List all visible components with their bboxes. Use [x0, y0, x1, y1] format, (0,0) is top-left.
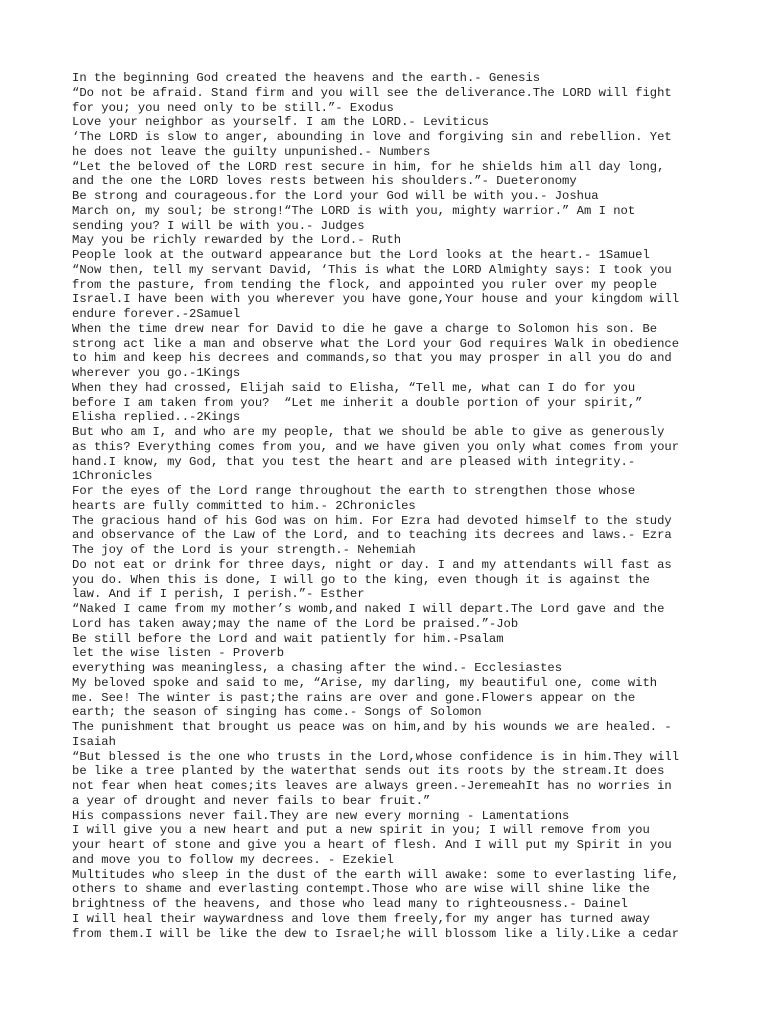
text-line: When the time drew near for David to die he gave a charge to Solomon his son. Be — [72, 321, 658, 336]
text-line: Isaiah — [72, 734, 116, 749]
text-line: 1Chronicles — [72, 469, 153, 484]
text-line: hearts are fully committed to him.- 2Chronicles — [72, 498, 416, 513]
text-line: I will give you a new heart and put a new spirit in you; I will remove from you — [72, 823, 650, 838]
text-line: Lord has taken away;may the name of the Lord be praised.”-Job — [72, 616, 519, 631]
text-line: and the one the LORD loves rests between his shoulders.”- Dueteronomy — [72, 174, 577, 189]
document-page — [72, 71, 712, 941]
text-line: ‘The LORD is slow to anger, abounding in love and forgiving sin and rebellion. Yet — [72, 130, 672, 144]
text-line: for you; you need only to be still.”- Exodus — [72, 100, 394, 115]
text-line: “Let the beloved of the LORD rest secure in him, for he shields him all day long, — [72, 159, 665, 174]
text-line: Elisha replied..-2Kings — [72, 410, 241, 425]
text-line: from the pasture, from tending the flock, and appointed you ruler over my people — [72, 277, 658, 292]
text-line: Israel.I have been with you wherever you have gone,Your house and your kingdom will — [72, 292, 680, 307]
text-line: For the eyes of the Lord range throughout the earth to strengthen those whose — [72, 484, 636, 498]
text-line: hand.I know, my God, that you test the heart and are pleased with integrity.- — [72, 454, 636, 469]
text-line: Be still before the Lord and wait patiently for him.-Psalam — [72, 631, 504, 646]
text-line: May you be richly rewarded by the Lord.- Ruth — [72, 233, 402, 248]
text-line: and move you to follow my decrees. - Ezekiel — [72, 852, 394, 867]
text-line: from them.I will be like the dew to Israel;he will blossom like a lily.Like a cedar — [72, 926, 680, 941]
text-line: “Naked I came from my mother’s womb,and naked I will depart.The Lord gave and the — [72, 602, 665, 616]
text-line: and observance of the Law of the Lord, and to teaching its decrees and laws.- Ezra — [72, 528, 672, 543]
text-line: But who am I, and who are my people, that we should be able to give as generously — [72, 425, 665, 439]
text-line: not fear when heat comes;its leaves are always green.-JeremeahIt has no worries in — [72, 779, 672, 793]
text-line: you do. When this is done, I will go to the king, even though it is against the — [72, 572, 650, 587]
text-line: strong act like a man and observe what the Lord your God requires Walk in obedience — [72, 336, 680, 351]
text-line: Do not eat or drink for three days, night or day. I and my attendants will fast as — [72, 557, 672, 572]
text-line: sending you? I will be with you.- Judges — [72, 218, 365, 233]
text-line: brightness of the heavens, and those who lead many to righteousness.- Dainel — [72, 897, 628, 911]
text-line: be like a tree planted by the waterthat sends out its roots by the stream.It does — [72, 764, 665, 779]
text-line: March on, my soul; be strong!“The LORD is with you, mighty warrior.” Am I not — [72, 203, 636, 218]
text-line: to him and keep his decrees and commands,so that you may prosper in all you do and — [72, 351, 672, 366]
text-line: Love your neighbor as yourself. I am the LORD.- Leviticus — [72, 115, 489, 130]
text-line: endure forever.-2Samuel — [72, 307, 241, 321]
text-line: earth; the season of singing has come.- Songs of Solomon — [72, 705, 482, 720]
text-line: wherever you go.-1Kings — [72, 366, 241, 380]
text-line: me. See! The winter is past;the rains are over and gone.Flowers appear on the — [72, 690, 636, 705]
text-line: The joy of the Lord is your strength.- Nehemiah — [72, 543, 416, 557]
text-line: The gracious hand of his God was on him. For Ezra had devoted himself to the study — [72, 513, 672, 528]
text-line: law. And if I perish, I perish.”- Esther — [72, 587, 365, 602]
text-line: your heart of stone and give you a heart of flesh. And I will put my Spirit in you — [72, 838, 672, 852]
text-line: His compassions never fail.They are new every morning - Lamentations — [72, 808, 570, 823]
text-line: as this? Everything comes from you, and we have given you only what comes from your — [72, 439, 680, 454]
text-line: Multitudes who sleep in the dust of the earth will awake: some to everlasting life, — [72, 867, 680, 882]
text-line: People look at the outward appearance but the Lord looks at the heart.- 1Samuel — [72, 248, 650, 262]
text-line: Be strong and courageous.for the Lord your God will be with you.- Joshua — [72, 189, 599, 203]
text-line: In the beginning God created the heavens and the earth.- Genesis — [72, 71, 541, 85]
text-line: I will heal their waywardness and love them freely,for my anger has turned away — [72, 911, 650, 926]
text-line: he does not leave the guilty unpunished.- Numbers — [72, 144, 431, 159]
text-line: When they had crossed, Elijah said to Elisha, “Tell me, what can I do for you — [72, 380, 636, 395]
text-line: a year of drought and never fails to bear fruit.” — [72, 793, 431, 808]
text-line: everything was meaningless, a chasing after the wind.- Ecclesiastes — [72, 661, 563, 675]
text-line: My beloved spoke and said to me, “Arise, my darling, my beautiful one, come with — [72, 675, 658, 690]
text-line: before I am taken from you? “Let me inherit a double portion of your spirit,” — [72, 395, 643, 410]
text-line: “Now then, tell my servant David, ‘This is what the LORD Almighty says: I took you — [72, 262, 672, 277]
text-line: The punishment that brought us peace was on him,and by his wounds we are healed. - — [72, 720, 672, 734]
text-line: others to shame and everlasting contempt.Those who are wise will shine like the — [72, 882, 650, 897]
text-line: “But blessed is the one who trusts in the Lord,whose confidence is in him.They will — [72, 749, 680, 764]
text-line: “Do not be afraid. Stand firm and you will see the deliverance.The LORD will fight — [72, 85, 672, 100]
text-line: let the wise listen - Proverb — [72, 646, 285, 661]
